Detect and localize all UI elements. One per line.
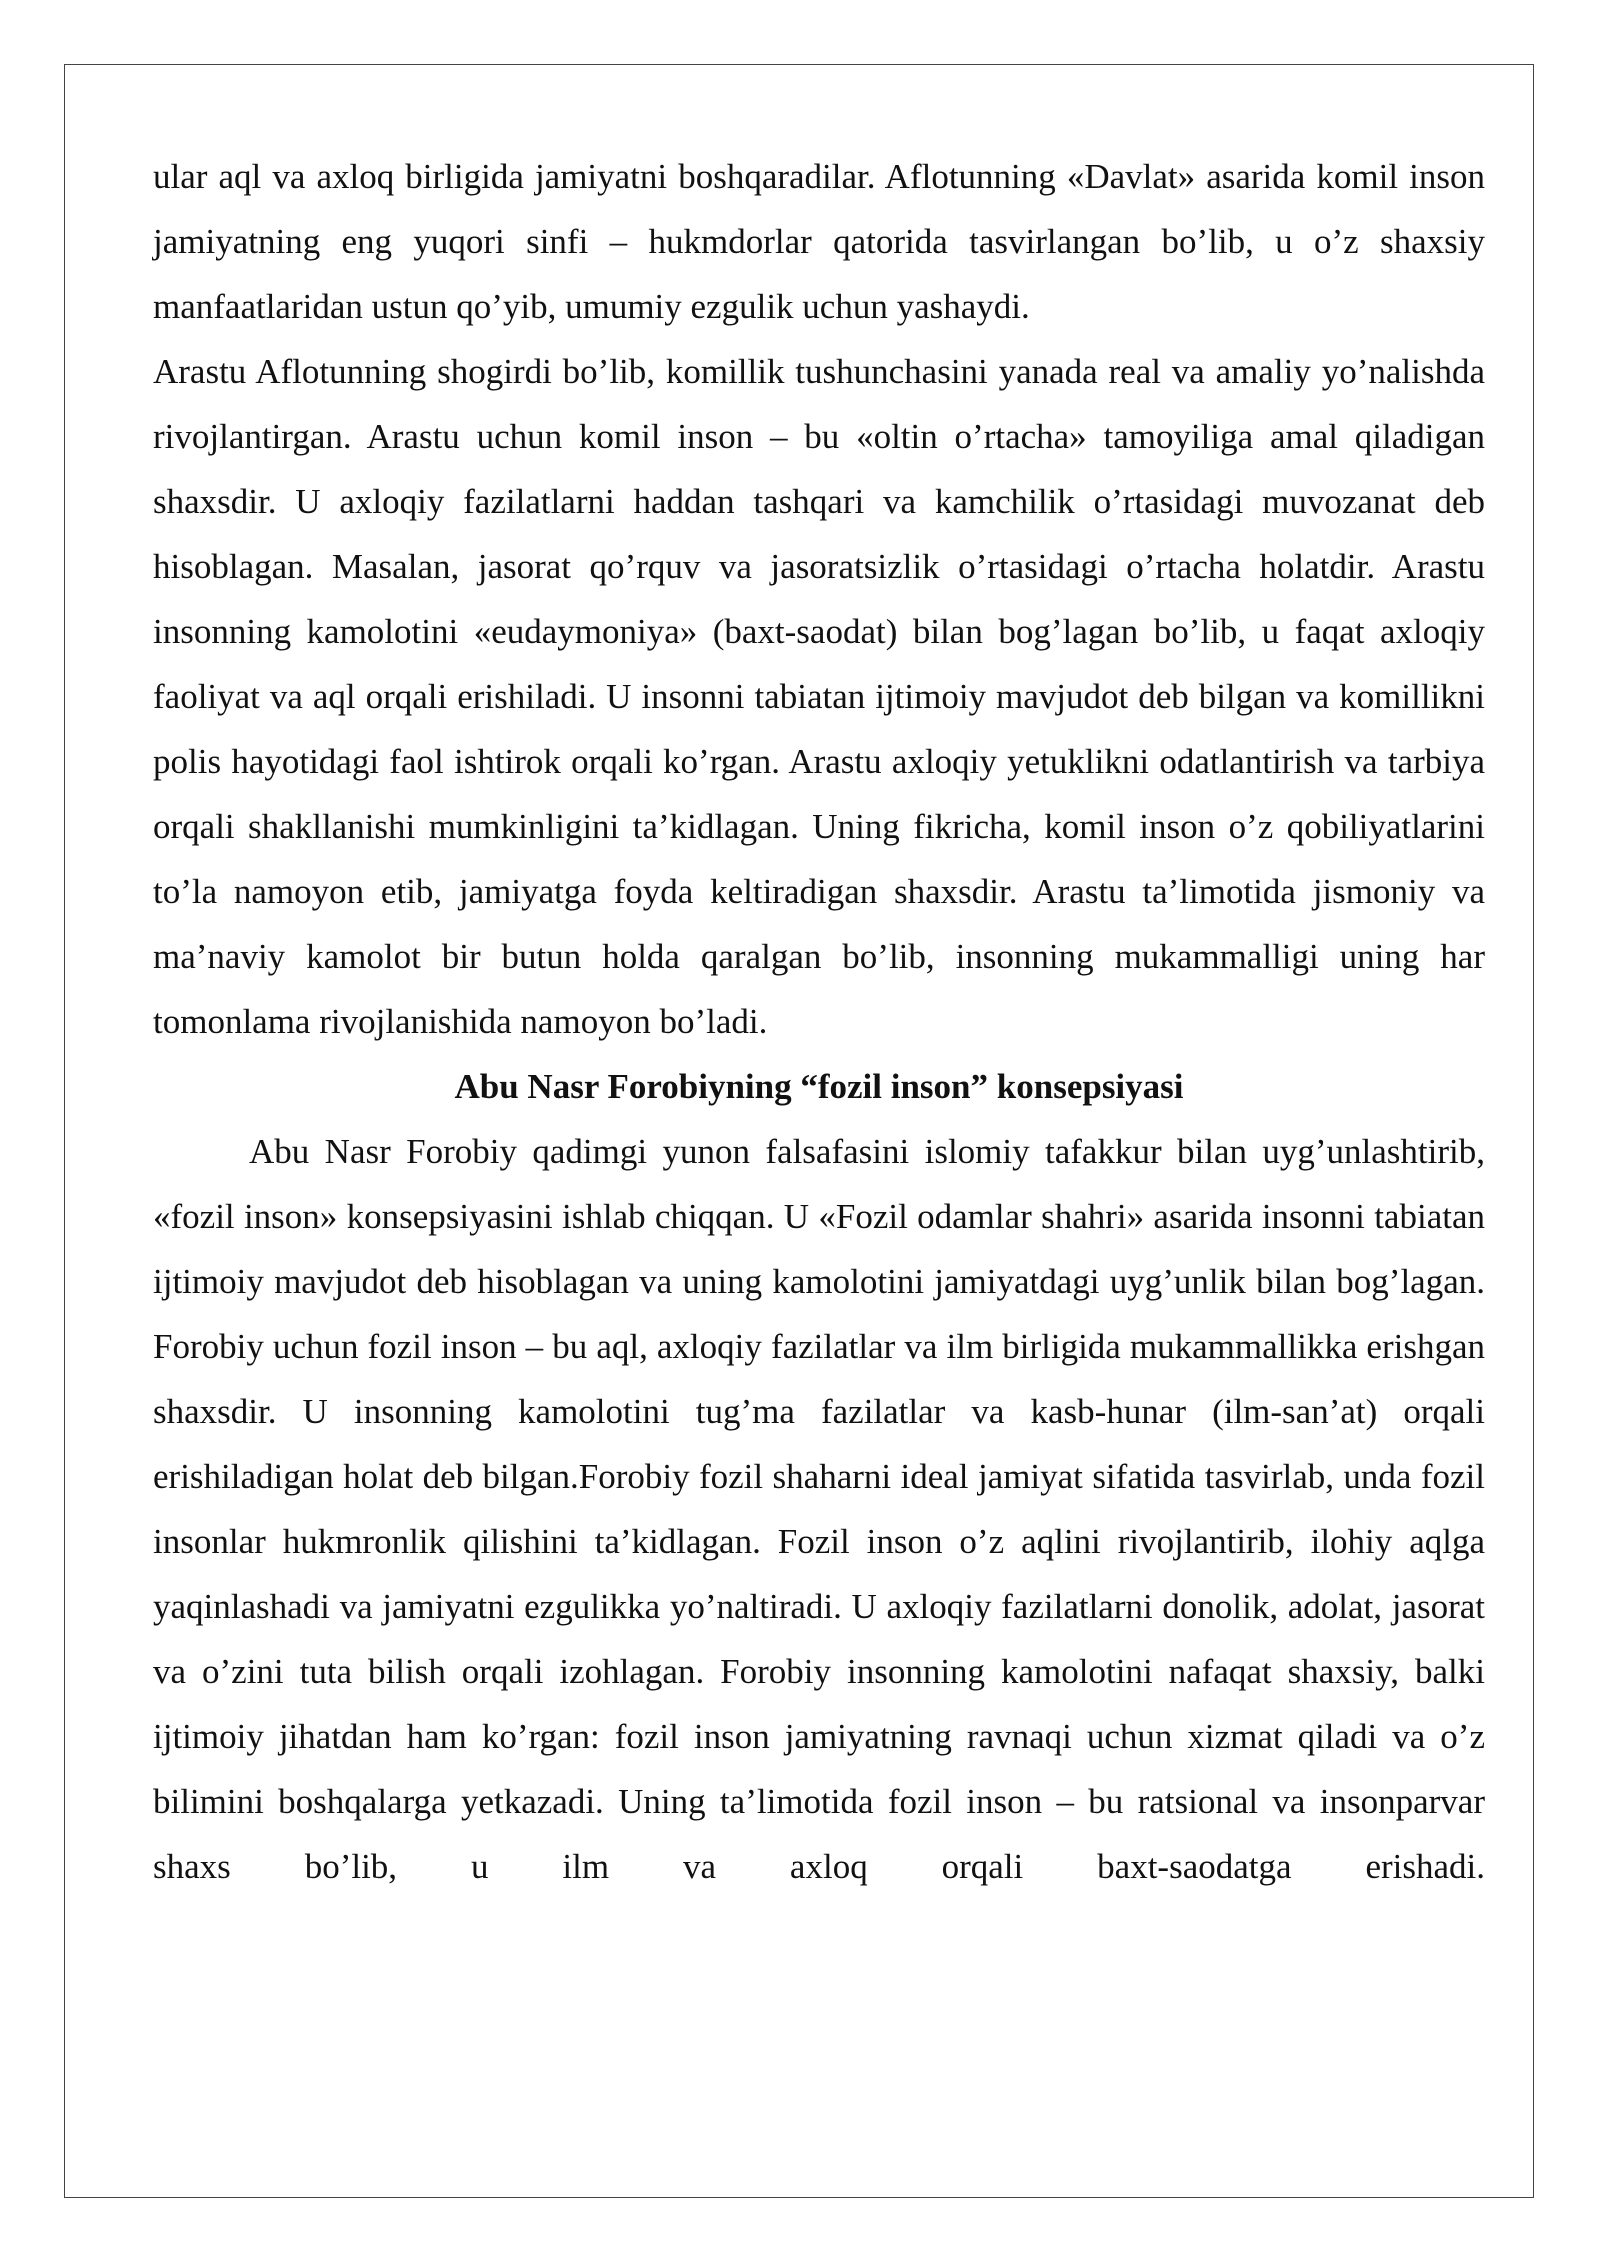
paragraph-forobiy: Abu Nasr Forobiy qadimgi yunon falsafasini islomiy tafakkur bilan uyg’unlashtirib, «fozil inson» konsepsiyasini ishlab chiqqan. U «Fozil odamlar shahri» asarida insonni tabiatan ijtimoiy mavjudot deb hisoblagan va uning kamolotini jamiyatdagi uyg’unlik bilan bog’lagan. Forobiy uchun fozil inson – bu aql, axloqiy fazilatlar va ilm birligida mukammallikka erishgan shaxsdir. U insonning kamolotini tug’ma fazilatlar va kasb-hunar (ilm-san’at) orqali erishiladigan holat deb bilgan.Forobiy fozil shaharni ideal jamiyat sifatida tasvirlab, unda fozil insonlar hukmronlik qilishini ta’kidlagan. Fozil inson o’z aqlini rivojlantirib, ilohiy aqlga yaqinlashadi va jamiyatni ezgulikka yo’naltiradi. U axloqiy fazilatlarni donolik, adolat, jasorat va o’zini tuta bilish orqali izohlagan. Forobiy insonning kamolotini nafaqat shaxsiy, balki ijtimoiy jihatdan ham ko’rgan: fozil inson jamiyatning ravnaqi uchun xizmat qiladi va o’z bilimini boshqalarga yetkazadi. Uning ta’limotida fozil inson – bu ratsional va insonparvar shaxs bo’lib, u ilm va axloq orqali baxt-saodatga erishadi.: [153, 1132, 1485, 1886]
section-heading: Abu Nasr Forobiyning “fozil inson” konsepsiyasi: [454, 1067, 1184, 1106]
document-body: [153, 144, 1485, 1899]
paragraph-aflotun-continuation: ular aql va axloq birligida jamiyatni boshqaradilar. Aflotunning «Davlat» asarida komil inson jamiyatning eng yuqori sinfi – hukmdorlar qatorida tasvirlangan bo’lib, u o’z shaxsiy manfaatlaridan ustun qo’yib, umumiy ezgulik uchun yashaydi.: [153, 157, 1485, 326]
paragraph-arastu: Arastu Aflotunning shogirdi bo’lib, komillik tushunchasini yanada real va amaliy yo’nalishda rivojlantirgan. Arastu uchun komil inson – bu «oltin o’rtacha» tamoyiliga amal qiladigan shaxsdir. U axloqiy fazilatlarni haddan tashqari va kamchilik o’rtasidagi muvozanat deb hisoblagan. Masalan, jasorat qo’rquv va jasoratsizlik o’rtasidagi o’rtacha holatdir. Arastu insonning kamolotini «eudaymoniya» (baxt-saodat) bilan bog’lagan bo’lib, u faqat axloqiy faoliyat va aql orqali erishiladi. U insonni tabiatan ijtimoiy mavjudot deb bilgan va komillikni polis hayotidagi faol ishtirok orqali ko’rgan. Arastu axloqiy yetuklikni odatlantirish va tarbiya orqali shakllanishi mumkinligini ta’kidlagan. Uning fikricha, komil inson o’z qobiliyatlarini to’la namoyon etib, jamiyatga foyda keltiradigan shaxsdir. Arastu ta’limotida jismoniy va ma’naviy kamolot bir butun holda qaralgan bo’lib, insonning mukammalligi uning har tomonlama rivojlanishida namoyon bo’ladi.: [153, 352, 1485, 1041]
